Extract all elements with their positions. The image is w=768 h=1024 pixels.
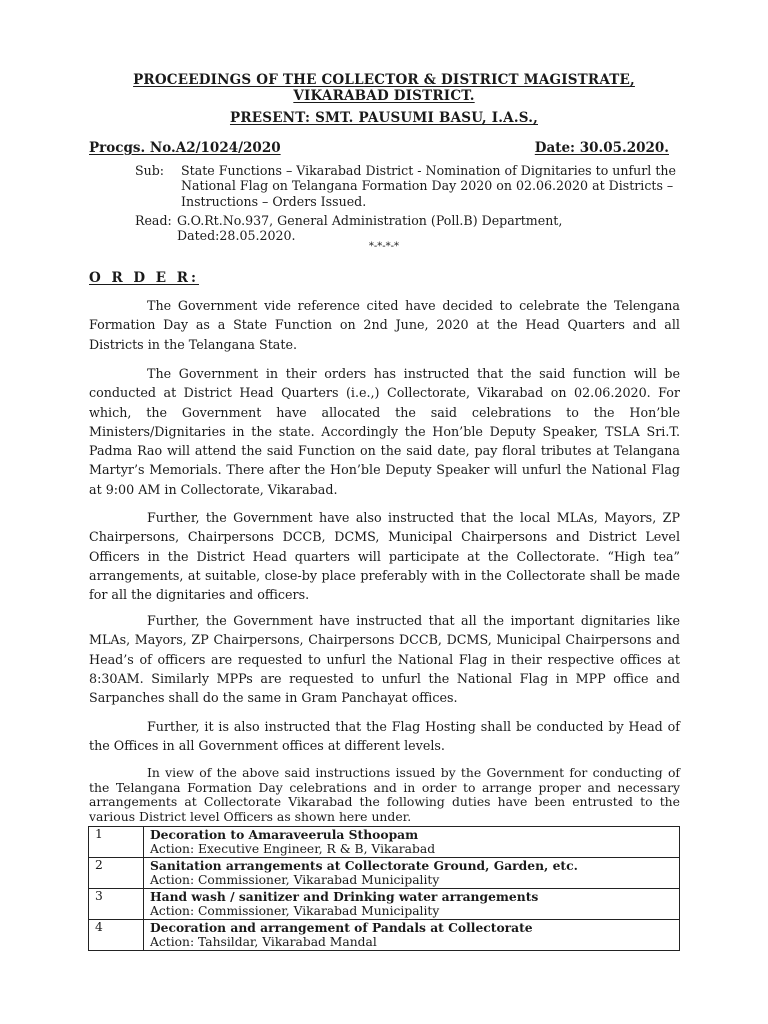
duties-table [88, 826, 680, 951]
duty-number: 1 [89, 827, 144, 858]
subject-label: Sub: [135, 163, 165, 178]
title-line-2: VIKARABAD DISTRICT. [293, 88, 475, 104]
proceedings-row [89, 140, 669, 156]
read-block [135, 213, 680, 244]
read-text: G.O.Rt.No.937, General Administration (Poll.B) Department, Dated:28.05.2020. [177, 213, 563, 244]
duty-title: Decoration and arrangement of Pandals at Collectorate [150, 920, 533, 935]
subject-block [135, 163, 680, 209]
separator: *-*-*-* [368, 241, 400, 252]
paragraph-1: The Government vide reference cited have decided to celebrate the Telengana Formation Day as a State Function on 2nd June, 2020 at the Head Quarters and all Districts in the Telangana State. [89, 298, 680, 352]
paragraph-4: Further, the Government have instructed that all the important dignitaries like MLAs, Mayors, ZP Chairpersons, Chairpersons DCCB, DCMS, Municipal Chairpersons and Head’s of officers are requested to unfurl the National Flag in their respective offices at 8:30AM. Similarly MPPs are requested to unfurl the National Flag in MPP office and Sarpanches shall do the same in Gram Panchayat offices. [89, 613, 680, 706]
duty-cell [144, 920, 680, 951]
duty-title: Decoration to Amaraveerula Sthoopam [150, 827, 419, 842]
duty-title: Sanitation arrangements at Collectorate Ground, Garden, etc. [150, 858, 578, 873]
table-row [89, 827, 680, 858]
proceedings-number: Procgs. No.A2/1024/2020 [89, 140, 281, 156]
present-text: PRESENT: SMT. PAUSUMI BASU, I.A.S., [229, 110, 538, 126]
table-row [89, 920, 680, 951]
table-row [89, 858, 680, 889]
title-line-1: PROCEEDINGS OF THE COLLECTOR & DISTRICT MAGISTRATE, [133, 72, 635, 88]
paragraph-2: The Government in their orders has instructed that the said function will be conducted at District Head Quarters (i.e.,) Collectorate, Vikarabad on 02.06.2020. For which, the Government have allocated the said celebrations to the Hon’ble Ministers/Dignitaries in the state. Accordingly the Hon’ble Deputy Speaker, TSLA Sri.T. Padma Rao will attend the said Function on the said date, pay floral tributes at Telangana Martyr’s Memorials. There after the Hon’ble Deputy Speaker will unfurl the National Flag at 9:00 AM in Collectorate, Vikarabad. [89, 366, 680, 497]
duty-title: Hand wash / sanitizer and Drinking water arrangements [150, 889, 539, 904]
duty-number: 3 [89, 889, 144, 920]
duty-action: Action: Tahsildar, Vikarabad Mandal [150, 935, 377, 949]
read-label: Read: [135, 213, 172, 228]
duty-action: Action: Executive Engineer, R & B, Vikarabad [150, 842, 436, 856]
table-row [89, 889, 680, 920]
order-heading: O R D E R: [89, 270, 199, 286]
duty-number: 4 [89, 920, 144, 951]
present-line [0, 110, 768, 126]
paragraph-3: Further, the Government have also instructed that the local MLAs, Mayors, ZP Chairpersons, Chairpersons DCCB, DCMS, Municipal Chairpersons and District Level Officers in the District Head quarters will participate at the Collectorate. “High tea” arrangements, at suitable, close-by place preferably with in the Collectorate shall be made for all the dignitaries and officers. [89, 510, 680, 603]
document-title [0, 72, 768, 104]
duty-number: 2 [89, 858, 144, 889]
duty-action: Action: Commissioner, Vikarabad Municipality [150, 904, 440, 918]
duty-cell [144, 889, 680, 920]
duty-cell [144, 858, 680, 889]
duty-cell [144, 827, 680, 858]
proceedings-date: Date: 30.05.2020. [534, 140, 669, 156]
paragraph-6: In view of the above said instructions issued by the Government for conducting of the Telangana Formation Day celebrations and in order to arrange proper and necessary arrangements at Collectorate Vikarabad the following duties have been entrusted to the various District level Officers as shown here under. [89, 765, 680, 824]
paragraph-5: Further, it is also instructed that the Flag Hosting shall be conducted by Head of the Offices in all Government offices at different levels. [89, 719, 680, 754]
duty-action: Action: Commissioner, Vikarabad Municipality [150, 873, 440, 887]
subject-text: State Functions – Vikarabad District - Nomination of Dignitaries to unfurl the National Flag on Telangana Formation Day 2020 on 02.06.2020 at Districts – Instructions – Orders Issued. [181, 163, 676, 209]
